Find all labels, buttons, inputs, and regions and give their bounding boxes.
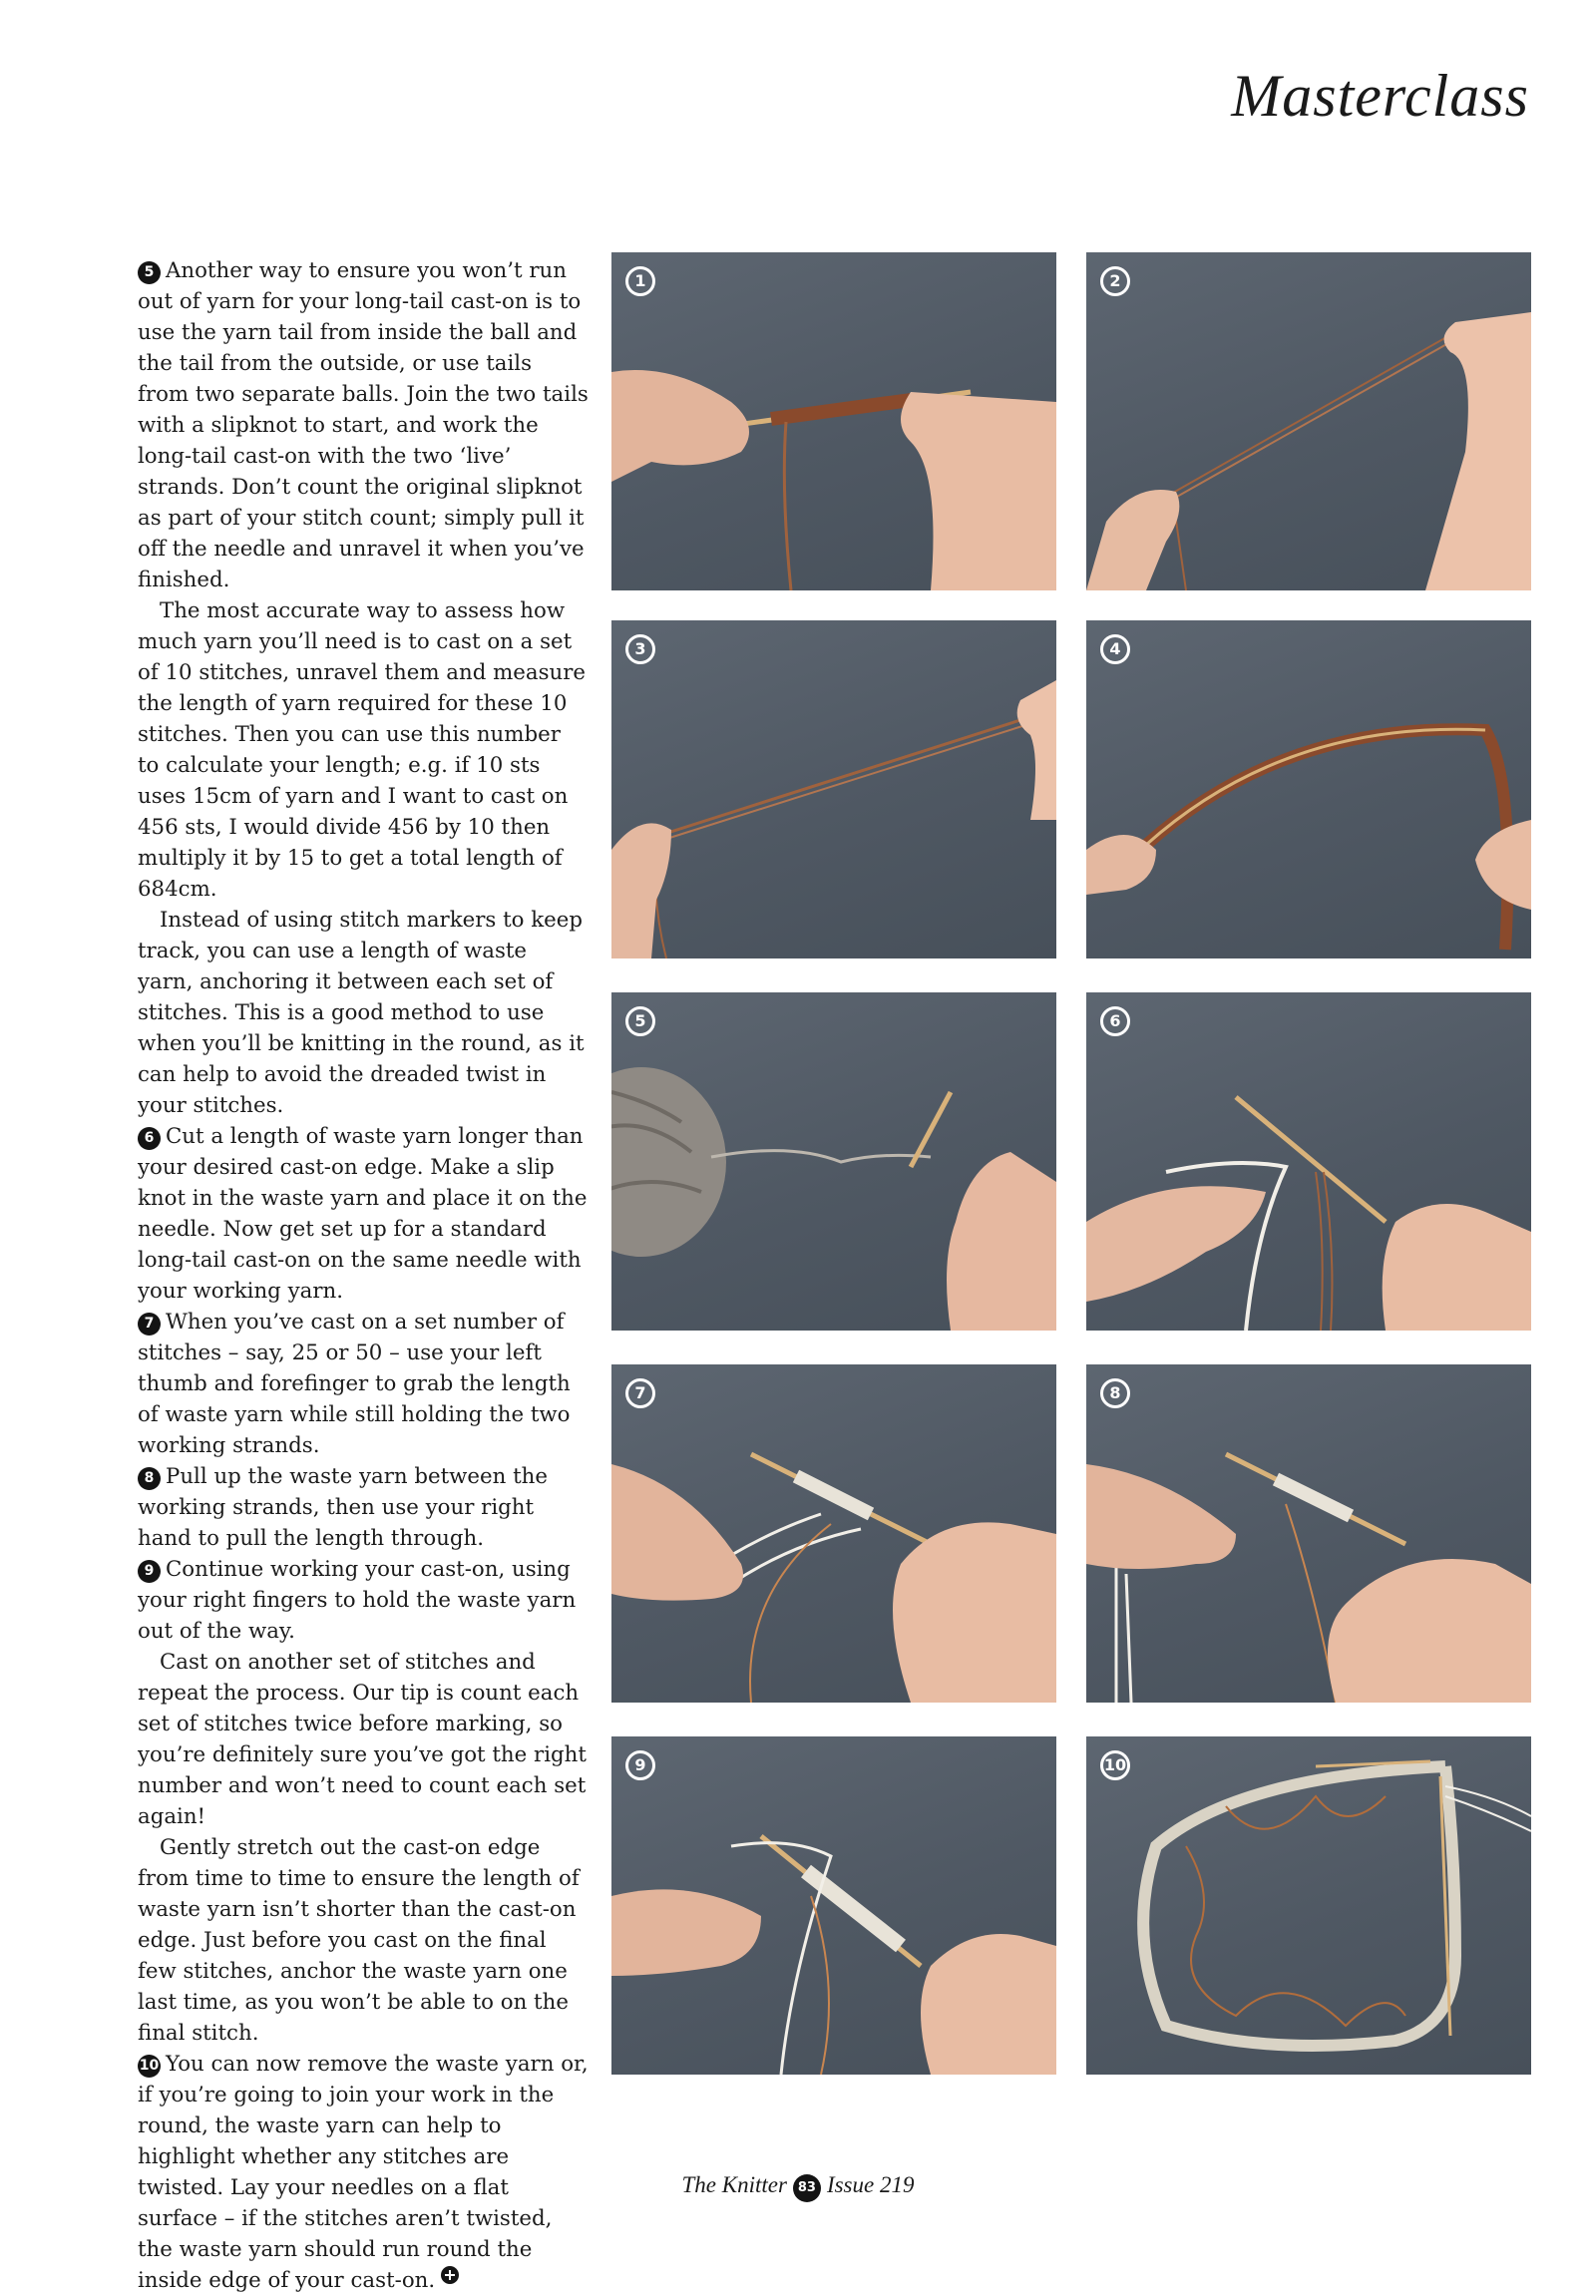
step-10-number: 10 (138, 2055, 161, 2078)
photo-step-8 (1086, 1364, 1531, 1703)
photo-4-number: 4 (1100, 634, 1130, 664)
photo-2-number: 2 (1100, 266, 1130, 296)
photo-step-10 (1086, 1736, 1531, 2075)
photo-step-7 (611, 1364, 1056, 1703)
article-body (138, 255, 589, 2296)
stretch-paragraph: Gently stretch out the cast-on edge from time to time to ensure the length of waste yarn isn’t shorter than the cast-on edge. Just before you cast on the final few stitches, anchor the waste yarn one last time, as you won’t be able to on the final stitch. (138, 1835, 580, 2046)
photo-step-2 (1086, 252, 1531, 590)
photo-10-number: 10 (1100, 1750, 1130, 1780)
magazine-name: The Knitter (681, 2172, 787, 2197)
step-8-number: 8 (138, 1467, 161, 1490)
photo-step-3 (611, 620, 1056, 958)
step-8-paragraph: 8 Pull up the waste yarn between the working strands, then use your right hand to pull the length through. (138, 1464, 548, 1551)
page-number: 83 (793, 2174, 821, 2202)
issue-label: Issue 219 (826, 2172, 915, 2197)
step-5-paragraph: 5 Another way to ensure you won’t run out of yarn for your long-tail cast-on is to use the yarn tail from inside the ball and the tail from the outside, or use tails from two separate balls. Join the two tails with a slipknot to start, and work the long-tail cast-on with the two ‘live’ strands. Don’t count the original slipknot as part of your stitch count; simply pull it off the needle and unravel it when you’ve finished. (138, 258, 589, 592)
photo-6-number: 6 (1100, 1006, 1130, 1036)
step-9-paragraph: 9 Continue working your cast-on, using your right fingers to hold the waste yarn out of the way. (138, 1557, 577, 1644)
photo-step-4 (1086, 620, 1531, 958)
waste-yarn-paragraph: Instead of using stitch markers to keep track, you can use a length of waste yarn, anchoring it between each set of stitches. This is a good method to use when you’ll be knitting in the round, as it can help to avoid the dreaded twist in your stitches. (138, 908, 585, 1118)
step-7-paragraph: 7 When you’ve cast on a set number of stitches – say, 25 or 50 – use your left thumb and forefinger to grab the length of waste yarn while still holding the two working strands. (138, 1310, 571, 1458)
photo-5-number: 5 (625, 1006, 655, 1036)
end-mark-icon (441, 2266, 459, 2284)
photo-1-number: 1 (625, 266, 655, 296)
photo-7-number: 7 (625, 1378, 655, 1408)
step-10-paragraph: 10 You can now remove the waste yarn or, if you’re going to join your work in the round, the waste yarn can help to highlight whether any stitches are twisted. Lay your needles on a flat surface – if the stitches aren’t twisted, the waste yarn should run round the inside edge of your cast-on. (138, 2052, 589, 2293)
photo-step-6 (1086, 992, 1531, 1331)
page-footer (0, 2172, 1596, 2202)
yarn-estimate-paragraph: The most accurate way to assess how much yarn you’ll need is to cast on a set of 10 stitches, unravel them and measure the length of yarn required for these 10 stitches. Then you can use this number to calculate your length; e.g. if 10 sts uses 15cm of yarn and I want to cast on 456 sts, I would divide 456 by 10 then multiply it by 15 to get a total length of 684cm. (138, 598, 587, 902)
section-title: Masterclass (1231, 63, 1529, 129)
photo-step-1 (611, 252, 1056, 590)
repeat-paragraph: Cast on another set of stitches and repeat the process. Our tip is count each set of stitches twice before marking, so you’re definitely sure you’ve got the right number and won’t need to count each set again! (138, 1650, 587, 1829)
photo-step-9 (611, 1736, 1056, 2075)
step-6-number: 6 (138, 1127, 161, 1150)
step-6-paragraph: 6 Cut a length of waste yarn longer than your desired cast-on edge. Make a slip knot in the waste yarn and place it on the needle. Now get set up for a standard long-tail cast-on on the same needle with your working yarn. (138, 1124, 588, 1304)
photo-3-number: 3 (625, 634, 655, 664)
photo-8-number: 8 (1100, 1378, 1130, 1408)
step-7-number: 7 (138, 1313, 161, 1336)
step-9-number: 9 (138, 1560, 161, 1583)
step-5-number: 5 (138, 261, 161, 284)
photo-step-5 (611, 992, 1056, 1331)
photo-9-number: 9 (625, 1750, 655, 1780)
